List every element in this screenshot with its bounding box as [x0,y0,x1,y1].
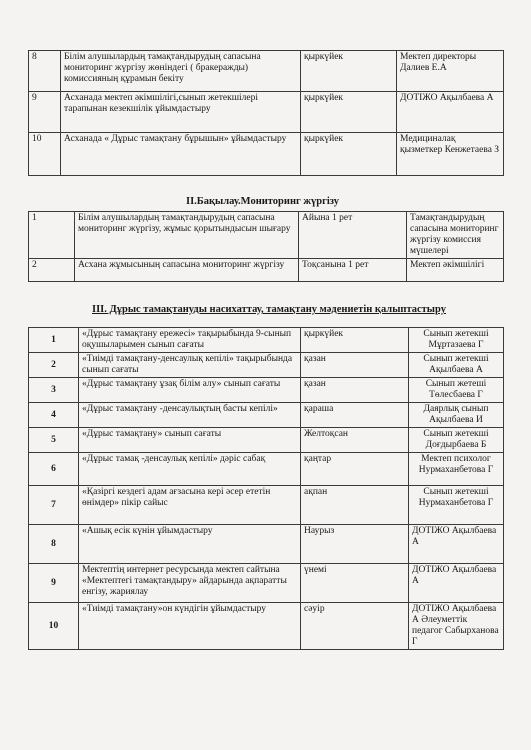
table-row [29,603,504,650]
task-cell: Асхана жұмысының сапасына мониторинг жүргізу [75,259,299,282]
table-row [29,92,504,133]
row-number: 1 [29,328,79,353]
time-cell: Желтоқсан [301,428,409,453]
time-cell: ақпан [301,486,409,525]
responsible-cell: Сынып жетекші Ақылбаева А [409,353,504,378]
task-cell: «Дұрыс тамақтану ережесі» тақырыбында 9-сынып оқушыларымен сынып сағаты [79,328,301,353]
task-cell: «Ашық есік күнін ұйымдастыру [79,525,301,564]
responsible-cell: Медициналақ қызметкер Кенжетаева З [397,133,504,176]
task-cell: «Тиімді тамақтану-денсаулық кепілі» тақырыбында сынып сағаты [79,353,301,378]
section-2-title: ІІ.Бақылау.Мониторинг жүргізу [186,196,340,207]
responsible-cell: Сынып жетекші Мұртазаева Г [409,328,504,353]
task-cell: Асханада « Дұрыс тамақтану бұрышын» ұйымдастыру [61,133,301,176]
table-row [29,428,504,453]
table-row [29,564,504,603]
task-cell: «Қазіргі кездегі адам ағзасына кері әсер ететін өнімдер» пікір сайыс [79,486,301,525]
plan-table-3 [28,327,504,650]
section-3-title: ІІІ. Дұрыс тамақтануды насихаттау, тамақтану мәдениетін қалыптастыру [92,304,446,315]
row-number: 9 [29,564,79,603]
task-cell: «Дұрыс тамақтану -денсаулықтың басты кепілі» [79,403,301,428]
time-cell: сәуір [301,603,409,650]
table-row [29,51,504,92]
table-row [29,486,504,525]
task-cell: «Тиімді тамақтану»он күндігін ұйымдастыру [79,603,301,650]
time-cell: Тоқсанына 1 рет [299,259,407,282]
responsible-cell: Тамақтандырудың сапасына мониторинг жүргізу комиссия мүшелері [407,212,504,259]
task-cell: «Дұрыс тамақтану ұзақ білім алу» сынып сағаты [79,378,301,403]
row-number: 1 [29,212,75,259]
row-number: 2 [29,353,79,378]
responsible-cell: Мектеп әкімшілігі [407,259,504,282]
responsible-cell: ДОТІЖО Ақылбаева А [409,564,504,603]
row-number: 6 [29,453,79,486]
time-cell: Айына 1 рет [299,212,407,259]
table-row [29,453,504,486]
table-row [29,353,504,378]
plan-table-2 [28,211,504,282]
task-cell: Асханада мектеп әкімшілігі,сынып жетекшілері тарапынан кезекшілік ұйымдастыру [61,92,301,133]
responsible-cell: Сынып жетеші Төлесбаева Г [409,378,504,403]
row-number: 10 [29,603,79,650]
row-number: 2 [29,259,75,282]
time-cell: Наурыз [301,525,409,564]
responsible-cell: Мектеп директоры Далиев Е.А [397,51,504,92]
task-cell: Білім алушылардың тамақтандырудың сапасына мониторинг жүргізу, жұмыс қорытындысын шығару [75,212,299,259]
table-row [29,328,504,353]
table-row [29,378,504,403]
table-row [29,403,504,428]
plan-table-1 [28,50,504,176]
table-row [29,133,504,176]
row-number: 5 [29,428,79,453]
time-cell: қаңтар [301,453,409,486]
time-cell: қазан [301,378,409,403]
responsible-cell: ДОТІЖО Ақылбаева А [409,525,504,564]
task-cell: Білім алушылардың тамақтандырудың сапасына мониторинг жүргізу жөніндегі ( бракеражды) комиссияның құрамын бекіту [61,51,301,92]
responsible-cell: Сынып жетекші Нурмаханбетова Г [409,486,504,525]
row-number: 9 [29,92,61,133]
row-number: 7 [29,486,79,525]
row-number: 3 [29,378,79,403]
time-cell: қараша [301,403,409,428]
responsible-cell: ДОТІЖО Ақылбаева А [397,92,504,133]
task-cell: «Дұрыс тамақ -денсаулық кепілі» дәріс сабақ [79,453,301,486]
responsible-cell: Мектеп психолог Нурмаханбетова Г [409,453,504,486]
time-cell: қыркүйек [301,328,409,353]
table-row [29,212,504,259]
responsible-cell: Сынып жетекші Доғдырбаева Б [409,428,504,453]
responsible-cell: Даярлық сынып Ақылбаева И [409,403,504,428]
row-number: 8 [29,51,61,92]
table-row [29,259,504,282]
row-number: 4 [29,403,79,428]
row-number: 10 [29,133,61,176]
task-cell: «Дұрыс тамақтану» сынып сағаты [79,428,301,453]
time-cell: қыркүйек [301,51,397,92]
time-cell: қыркүйек [301,133,397,176]
responsible-cell: ДОТІЖО Ақылбаева А Әлеуметтік педагог Сабырханова Г [409,603,504,650]
table-row [29,525,504,564]
row-number: 8 [29,525,79,564]
time-cell: қыркүйек [301,92,397,133]
task-cell: Мектептің интернет ресурсында мектеп сайтына «Мектептегі тамақтандыру» айдарында ақпаратты енгізу, жариялау [79,564,301,603]
time-cell: қазан [301,353,409,378]
time-cell: үнемі [301,564,409,603]
